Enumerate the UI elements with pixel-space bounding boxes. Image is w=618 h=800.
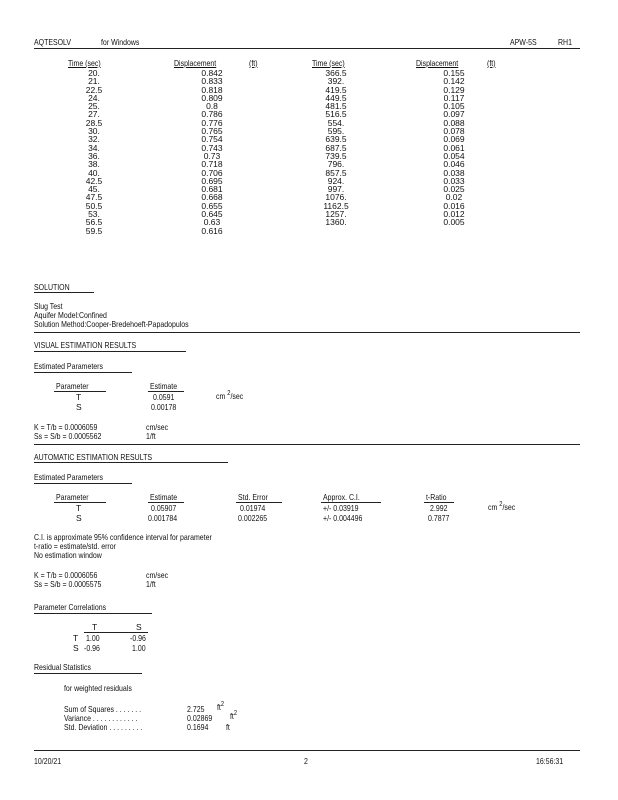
displacement-cell: 0.695 (201, 175, 223, 186)
auto-std-s: 0.002265 (238, 513, 268, 523)
left-time-header: Time (sec) (68, 58, 101, 68)
solution-line-2: Aquifer Model:Confined (34, 310, 107, 320)
auto-ss-line: Ss = S/b = 0.0005575 (34, 579, 102, 589)
auto-underline (34, 462, 228, 463)
left-disp-header: Displacement (174, 58, 217, 68)
time-cell: 22.5 (85, 84, 103, 95)
visual-sub-underline (34, 372, 132, 373)
displacement-cell: 0.005 (443, 217, 465, 228)
residual-std-unit: ft (226, 722, 230, 732)
visual-ss-line: Ss = S/b = 0.0005562 (34, 431, 102, 441)
displacement-cell: 0.842 (201, 68, 223, 78)
displacement-cell: 0.046 (443, 159, 465, 170)
time-cell: 50.5 (85, 200, 103, 211)
residual-var-value: 0.02869 (187, 713, 213, 723)
visual-k-unit: cm/sec (146, 422, 169, 432)
displacement-cell: 0.033 (443, 175, 465, 186)
footer-date: 10/20/21 (34, 756, 62, 766)
auto-std-header: Std. Error (238, 492, 268, 502)
visual-param-header: Parameter (56, 381, 89, 391)
displacement-cell: 0.097 (443, 109, 465, 120)
corr-col-s: S (136, 622, 142, 632)
right-time-column (318, 69, 354, 227)
corr-row-t-label: T (73, 633, 79, 643)
displacement-cell: 0.668 (201, 192, 223, 203)
visual-underline (34, 351, 186, 352)
correlations-heading: Parameter Correlations (34, 602, 107, 612)
auto-t-unit: cm $^2$/sec (488, 501, 516, 512)
header-rule (34, 48, 580, 49)
displacement-cell: 0.718 (201, 159, 223, 170)
right-disp-column (436, 69, 472, 227)
auto-std-t: 0.01974 (240, 503, 266, 513)
displacement-cell: 0.8 (206, 101, 218, 112)
displacement-cell: 0.038 (443, 167, 465, 178)
auto-param-s: S (76, 513, 82, 523)
displacement-cell: 0.809 (201, 92, 223, 103)
time-cell: 1076. (325, 192, 347, 203)
solution-heading: SOLUTION (34, 282, 70, 292)
auto-note-ci: C.I. is approximate 95% confidence interval for parameter (34, 532, 212, 542)
time-cell: 28.5 (85, 117, 103, 128)
time-cell: 25. (88, 101, 100, 112)
auto-t-ratio-t: 2.992 (430, 503, 448, 513)
displacement-cell: 0.061 (443, 142, 465, 153)
auto-note-tratio: t-ratio = estimate/std. error (34, 541, 116, 551)
time-cell: 796. (327, 159, 345, 170)
residual-heading: Residual Statistics (34, 662, 91, 672)
time-cell: 449.5 (325, 92, 347, 103)
displacement-cell: 0.706 (201, 167, 223, 178)
time-cell: 34. (88, 142, 100, 153)
auto-param-header: Parameter (56, 492, 89, 502)
time-cell: 1360. (325, 217, 347, 228)
corr-st: -0.96 (84, 643, 100, 653)
displacement-cell: 0.776 (201, 117, 223, 128)
time-cell: 38. (88, 159, 100, 170)
corr-col-t: T (92, 622, 98, 632)
time-cell: 30. (88, 126, 100, 137)
time-cell: 32. (88, 134, 100, 145)
time-cell: 924. (327, 175, 345, 186)
time-cell: 687.5 (325, 142, 347, 153)
corr-row-s-label: S (73, 643, 79, 653)
auto-t-ratio-s: 0.7877 (428, 513, 450, 523)
displacement-cell: 0.142 (443, 76, 465, 87)
time-cell: 36. (88, 150, 100, 161)
time-cell: 554. (327, 117, 345, 128)
displacement-cell: 0.616 (201, 225, 223, 236)
footer-time: 16:56:31 (536, 756, 564, 766)
time-cell: 481.5 (325, 101, 347, 112)
time-cell: 739.5 (325, 150, 347, 161)
left-disp-column (194, 69, 230, 235)
time-cell: 392. (327, 76, 345, 87)
time-cell: 639.5 (325, 134, 347, 145)
visual-est-t: 0.0591 (153, 392, 175, 402)
auto-note-window: No estimation window (34, 550, 102, 560)
residual-var-unit: $ft^2$ (230, 710, 238, 721)
left-time-column (76, 69, 112, 235)
displacement-cell: 0.743 (201, 142, 223, 153)
visual-est-header: Estimate (150, 381, 178, 391)
displacement-cell: 0.73 (203, 150, 221, 161)
footer-rule (34, 750, 580, 751)
right-unit-header: (ft) (487, 58, 496, 68)
displacement-cell: 0.129 (443, 84, 465, 95)
displacement-cell: 0.681 (201, 184, 223, 195)
residual-sum-label: Sum of Squares . . . . . . . (64, 704, 142, 714)
auto-ci-t: +/- 0.03919 (323, 503, 359, 513)
visual-est-s: 0.00178 (151, 402, 177, 412)
displacement-cell: 0.117 (443, 92, 465, 103)
corr-tt: 1.00 (86, 633, 100, 643)
displacement-cell: 0.786 (201, 109, 223, 120)
well-name: RH1 (558, 37, 572, 47)
auto-k-unit: cm/sec (146, 570, 169, 580)
displacement-cell: 0.078 (443, 126, 465, 137)
displacement-cell: 0.155 (443, 68, 465, 78)
time-cell: 366.5 (325, 68, 347, 78)
time-cell: 53. (88, 209, 100, 220)
visual-param-s: S (76, 402, 82, 412)
residual-std-value: 0.1694 (187, 722, 209, 732)
residual-var-label: Variance . . . . . . . . . . . . (64, 713, 138, 723)
auto-k-line: K = T/b = 0.0006056 (34, 570, 98, 580)
displacement-cell: 0.63 (203, 217, 221, 228)
auto-ci-header: Approx. C.I. (323, 492, 360, 502)
displacement-cell: 0.088 (443, 117, 465, 128)
time-cell: 40. (88, 167, 100, 178)
time-cell: 20. (88, 68, 100, 78)
time-cell: 24. (88, 92, 100, 103)
right-time-header: Time (sec) (312, 58, 345, 68)
solution-line-3: Solution Method:Cooper-Bredehoeft-Papadopulos (34, 319, 189, 329)
displacement-cell: 0.069 (443, 134, 465, 145)
for-windows-label: for Windows (101, 37, 140, 47)
displacement-cell: 0.754 (201, 134, 223, 145)
left-unit-header: (ft) (249, 58, 258, 68)
app-name: AQTESOLV (34, 37, 72, 47)
time-cell: 419.5 (325, 84, 347, 95)
auto-est-header: Estimate (150, 492, 178, 502)
displacement-cell: 0.833 (201, 76, 223, 87)
displacement-cell: 0.016 (443, 200, 465, 211)
correlations-underline (34, 613, 152, 614)
solution-rule (34, 332, 580, 333)
time-cell: 595. (327, 126, 345, 137)
auto-ss-unit: 1/ft (146, 579, 156, 589)
visual-subheading: Estimated Parameters (34, 361, 103, 371)
time-cell: 56.5 (85, 217, 103, 228)
time-cell: 27. (88, 109, 100, 120)
residual-sum-value: 2.725 (187, 704, 205, 714)
residual-underline (34, 673, 142, 674)
displacement-cell: 0.054 (443, 150, 465, 161)
visual-ss-unit: 1/ft (146, 431, 156, 441)
auto-ci-s: +/- 0.004496 (323, 513, 363, 523)
time-cell: 21. (88, 76, 100, 87)
auto-subheading: Estimated Parameters (34, 472, 103, 482)
corr-ss: 1.00 (132, 643, 146, 653)
time-cell: 42.5 (85, 175, 103, 186)
visual-rule (34, 444, 580, 445)
auto-param-t: T (76, 503, 82, 513)
visual-k-line: K = T/b = 0.0006059 (34, 422, 98, 432)
residual-std-label: Std. Deviation . . . . . . . . . (64, 722, 143, 732)
displacement-cell: 0.765 (201, 126, 223, 137)
displacement-cell: 0.025 (443, 184, 465, 195)
time-cell: 857.5 (325, 167, 347, 178)
time-cell: 59.5 (85, 225, 103, 236)
auto-sub-underline (34, 483, 132, 484)
auto-heading: AUTOMATIC ESTIMATION RESULTS (34, 452, 152, 462)
auto-est-t: 0.05907 (151, 503, 177, 513)
time-cell: 997. (327, 184, 345, 195)
time-cell: 1257. (325, 209, 347, 220)
auto-t-header: t-Ratio (426, 492, 447, 502)
auto-est-s: 0.001784 (148, 513, 178, 523)
visual-param-t: T (76, 392, 82, 402)
visual-t-unit: cm $^2$/sec (216, 390, 244, 401)
displacement-cell: 0.655 (201, 200, 223, 211)
time-cell: 45. (88, 184, 100, 195)
displacement-cell: 0.645 (201, 209, 223, 220)
visual-heading: VISUAL ESTIMATION RESULTS (34, 340, 137, 350)
displacement-cell: 0.105 (443, 101, 465, 112)
residual-sum-unit: $ft^2$ (217, 701, 225, 712)
time-cell: 47.5 (85, 192, 103, 203)
displacement-cell: 0.02 (445, 192, 463, 203)
displacement-cell: 0.012 (443, 209, 465, 220)
time-cell: 516.5 (325, 109, 347, 120)
right-disp-header: Displacement (416, 58, 459, 68)
displacement-cell: 0.818 (201, 84, 223, 95)
time-cell: 1162.5 (323, 200, 349, 211)
corr-ts: -0.96 (130, 633, 146, 643)
solution-line-1: Slug Test (34, 301, 63, 311)
footer-page-number: 2 (304, 756, 308, 766)
residual-subheading: for weighted residuals (64, 683, 132, 693)
project-name: APW-5S (510, 37, 537, 47)
solution-underline (34, 292, 94, 293)
